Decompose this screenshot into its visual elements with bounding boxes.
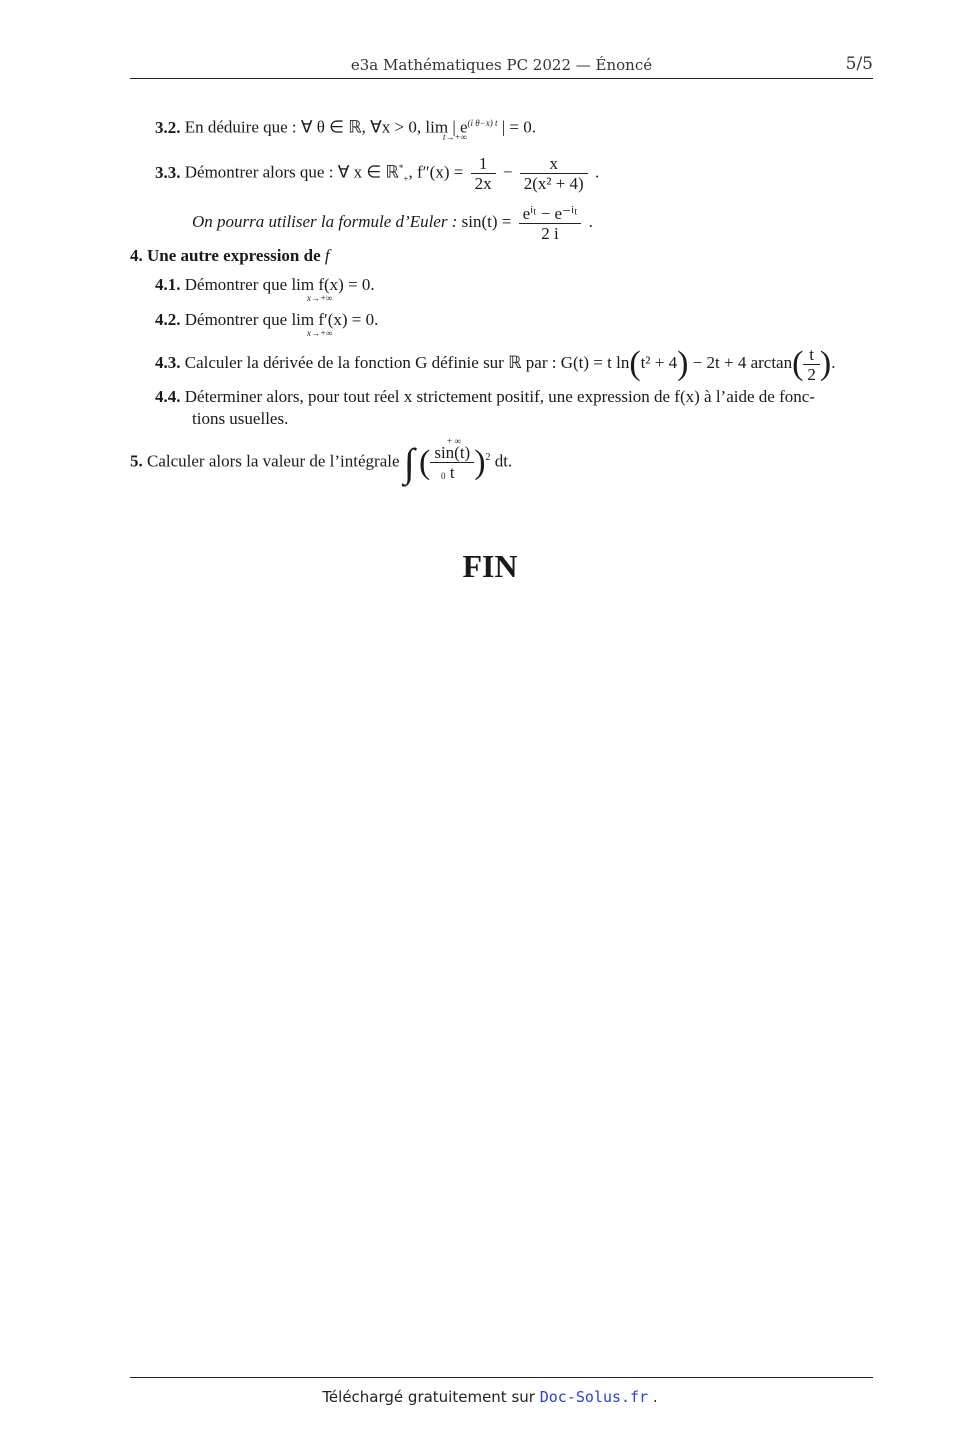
integral-sign: ∫ bbox=[403, 439, 415, 485]
fraction: $\frac{t}{2}$ bbox=[803, 345, 820, 384]
footer: Téléchargé gratuitement sur Doc-Solus.fr . bbox=[322, 1388, 658, 1406]
question-4-3: 4.3. Calculer la dérivée de la fonction G définie sur ℝ par : G(t) = t ln(t² + 4) − 2t + 4 arctan( $\frac{t}{2}$ ). bbox=[155, 344, 836, 384]
question-4-2: 4.2. Démontrer que lim f′(x) = 0. bbox=[155, 310, 379, 329]
end-marker: FIN bbox=[462, 548, 518, 584]
question-4-1: 4.1. Démontrer que lim f(x) = 0. bbox=[155, 275, 375, 294]
doc-solus-link[interactable]: Doc-Solus.fr bbox=[539, 1388, 649, 1406]
question-4-4-continuation: tions usuelles. bbox=[192, 409, 289, 428]
question-3-3: 3.3. Démontrer alors que : ∀ x ∈ ℝ*$_+$, f″(x) = $\frac{1}{2x}$ − $\frac{x}{\text{2(x² + 4)}}$ . bbox=[155, 154, 600, 194]
limit-subscript: x→+∞ bbox=[307, 293, 333, 303]
fraction: $\frac{\sin(t)}{t}$ bbox=[430, 443, 474, 482]
header-title: e3a Mathématiques PC 2022 — Énoncé bbox=[350, 56, 653, 74]
fraction: $\frac{x}{\text{2(x² + 4)}}$ bbox=[520, 154, 588, 193]
section-4-heading: 4. Une autre expression de f bbox=[130, 246, 330, 265]
limit-subscript: t→+∞ bbox=[443, 132, 467, 142]
question-3-2: 3.2. En déduire que : ∀ θ ∈ ℝ, ∀x > 0, lim | $e^{(i \theta-x) t}$ | = 0. bbox=[155, 117, 536, 137]
fraction: $\frac{1}{2x}$ bbox=[471, 154, 496, 193]
euler-hint: On pourra utiliser la formule d’Euler : sin(t) = $\frac{\text{eⁱᵗ − e⁻ⁱᵗ}}{2 i}$ . bbox=[192, 203, 593, 243]
question-4-4: 4.4. Déterminer alors, pour tout réel x strictement positif, une expression de f(x) à l’aide de fonc- bbox=[155, 387, 815, 406]
integral-lower-bound: 0 bbox=[441, 471, 446, 481]
fraction: $\frac{\text{eⁱᵗ − e⁻ⁱᵗ}}{2 i}$ bbox=[519, 204, 582, 243]
limit-subscript: x→+∞ bbox=[307, 328, 333, 338]
page-number: 5/5 bbox=[845, 54, 873, 74]
page-header bbox=[130, 52, 873, 79]
question-5: 5. Calculer alors la valeur de l’intégrale ∫ ( $\frac{\sin(t)}{t}$ )$^2$ dt. bbox=[130, 439, 513, 485]
footer-rule bbox=[130, 1377, 873, 1378]
integral-upper-bound: + ∞ bbox=[447, 436, 461, 446]
